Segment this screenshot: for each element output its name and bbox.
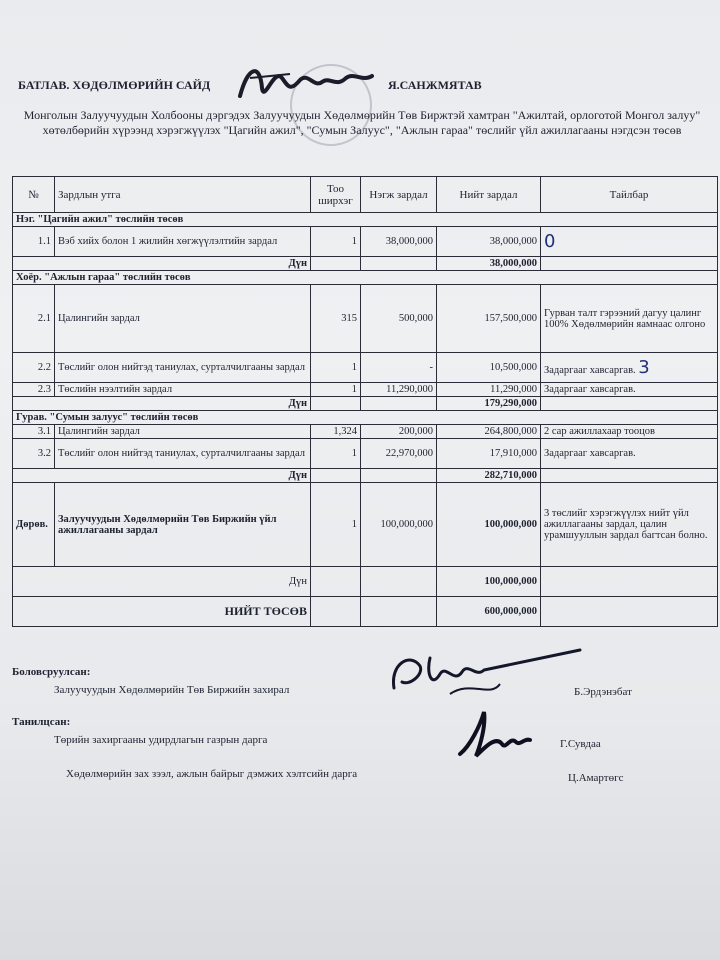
row-total: 17,910,000 xyxy=(437,439,541,469)
row-unit: 11,290,000 xyxy=(361,383,437,397)
row-count: 1,324 xyxy=(311,425,361,439)
reviewer-signature xyxy=(450,706,570,766)
header-total: Нийт зардал xyxy=(437,177,541,213)
row-total: 11,290,000 xyxy=(437,383,541,397)
section-title-row xyxy=(13,271,718,285)
row-unit: 22,970,000 xyxy=(361,439,437,469)
grand-total-value: 600,000,000 xyxy=(437,597,541,627)
margin-mark: 3 xyxy=(638,357,650,378)
subtotal-label: Дүн xyxy=(13,397,311,411)
row-note: 3 төслийг хэрэгжүүлэх нийт үйл ажиллагааны зардал, цалин урамшууллын зардал багтсан болно. xyxy=(541,483,718,567)
table-row xyxy=(13,383,718,397)
subtotal-value: 100,000,000 xyxy=(437,567,541,597)
subtotal-row xyxy=(13,397,718,411)
header-count: Тоо ширхэг xyxy=(311,177,361,213)
row-name: Төслийг олон нийтэд таниулах, сурталчилгааны зардал xyxy=(55,353,311,383)
row-note: Задаргааг хавсаргав. xyxy=(541,383,718,397)
row-count: 315 xyxy=(311,285,361,353)
prepared-block xyxy=(12,666,712,698)
row-count: 1 xyxy=(311,227,361,257)
table-row xyxy=(13,425,718,439)
row-no: 3.1 xyxy=(13,425,55,439)
subtotal-label: Дүн xyxy=(13,257,311,271)
reviewer-name: Г.Сувдаа xyxy=(560,738,601,750)
row-no: 2.3 xyxy=(13,383,55,397)
row-unit: 500,000 xyxy=(361,285,437,353)
grand-total-label: НИЙТ ТӨСӨВ xyxy=(13,597,311,627)
header-name: Зардлын утга xyxy=(55,177,311,213)
table-row xyxy=(13,483,718,567)
row-unit: 200,000 xyxy=(361,425,437,439)
row-name: Цалингийн зардал xyxy=(55,425,311,439)
row-total: 157,500,000 xyxy=(437,285,541,353)
section-title-row xyxy=(13,411,718,425)
subtotal-row xyxy=(13,469,718,483)
header-note: Тайлбар xyxy=(541,177,718,213)
row-count: 1 xyxy=(311,353,361,383)
subtotal-row xyxy=(13,257,718,271)
row-total: 10,500,000 xyxy=(437,353,541,383)
row-name: Вэб хийх болон 1 жилийн хөгжүүлэлтийн зардал xyxy=(55,227,311,257)
row-name: Залуучуудын Хөдөлмөрийн Төв Биржийн үйл ажиллагааны зардал xyxy=(55,483,311,567)
reviewed-label: Танилцсан: xyxy=(12,716,71,728)
subtotal-value: 38,000,000 xyxy=(437,257,541,271)
director-signature xyxy=(380,644,590,704)
table-header-row xyxy=(13,177,718,213)
row-no: 1.1 xyxy=(13,227,55,257)
section-title: Дөрөв. xyxy=(13,483,55,567)
prepared-title: Залуучуудын Хөдөлмөрийн Төв Биржийн захирал xyxy=(54,684,290,696)
row-total: 100,000,000 xyxy=(437,483,541,567)
row-unit: 38,000,000 xyxy=(361,227,437,257)
row-note: Гурван талт гэрээний дагуу цалинг 100% Хөдөлмөрийн яамнаас олгоно xyxy=(541,285,718,353)
row-unit: - xyxy=(361,353,437,383)
row-note: Задаргааг хавсаргав. xyxy=(541,439,718,469)
reviewer-title: Хөдөлмөрийн зах зээл, ажлын байрыг дэмжих хэлтсийн дарга xyxy=(66,768,358,780)
section-title: Нэг. "Цагийн ажил" төслийн төсөв xyxy=(13,213,718,227)
prepared-name: Б.Эрдэнэбат xyxy=(574,686,632,698)
row-unit: 100,000,000 xyxy=(361,483,437,567)
row-count: 1 xyxy=(311,383,361,397)
budget-table xyxy=(12,176,718,627)
row-count: 1 xyxy=(311,483,361,567)
row-note xyxy=(541,227,718,257)
grand-total-row xyxy=(13,597,718,627)
row-name: Төслийн нээлтийн зардал xyxy=(55,383,311,397)
margin-mark: 0 xyxy=(544,231,556,252)
row-no: 2.1 xyxy=(13,285,55,353)
row-note: 2 сар ажиллахаар тооцов xyxy=(541,425,718,439)
section-title: Хоёр. "Ажлын гараа" төслийн төсөв xyxy=(13,271,718,285)
reviewer-name: Ц.Амартөгс xyxy=(568,772,624,784)
table-row xyxy=(13,353,718,383)
subtotal-row xyxy=(13,567,718,597)
subtotal-value: 282,710,000 xyxy=(437,469,541,483)
header-unit: Нэгж зардал xyxy=(361,177,437,213)
subtotal-label: Дүн xyxy=(13,567,311,597)
row-name: Төслийг олон нийтэд таниулах, сурталчилгааны зардал xyxy=(55,439,311,469)
row-name: Цалингийн зардал xyxy=(55,285,311,353)
document-heading: Монголын Залуучуудын Холбооны дэргэдэх Залуучуудын Хөдөлмөрийн Төв Биржтэй хамтран "Ажилтай, орлоготой Монгол залуу" хөтөлбөрийн хүрээнд хэрэгжүүлэх "Цагийн ажил", "Сумын Залуус", "Ажлын гараа" төслийг үйл ажиллагааны нэгдсэн төсөв xyxy=(23,108,701,137)
reviewer-title: Төрийн захиргааны удирдлагын газрын дарга xyxy=(54,734,268,746)
table-row xyxy=(13,227,718,257)
row-note: Задаргааг хавсаргав. 3 xyxy=(541,353,718,383)
row-count: 1 xyxy=(311,439,361,469)
minister-signature xyxy=(230,58,380,108)
header-no: № xyxy=(13,177,55,213)
section-title: Гурав. "Сумын залуус" төслийн төсөв xyxy=(13,411,718,425)
section-title-row xyxy=(13,213,718,227)
approval-label: БАТЛАВ. ХӨДӨЛМӨРИЙН САЙД xyxy=(18,78,211,92)
approver-name: Я.САНЖМЯТАВ xyxy=(388,78,482,92)
subtotal-value: 179,290,000 xyxy=(437,397,541,411)
prepared-label: Боловсруулсан: xyxy=(12,666,91,678)
row-total: 38,000,000 xyxy=(437,227,541,257)
row-no: 3.2 xyxy=(13,439,55,469)
row-total: 264,800,000 xyxy=(437,425,541,439)
row-no: 2.2 xyxy=(13,353,55,383)
table-row xyxy=(13,439,718,469)
table-row xyxy=(13,285,718,353)
subtotal-label: Дүн xyxy=(13,469,311,483)
reviewed-block xyxy=(12,716,712,784)
